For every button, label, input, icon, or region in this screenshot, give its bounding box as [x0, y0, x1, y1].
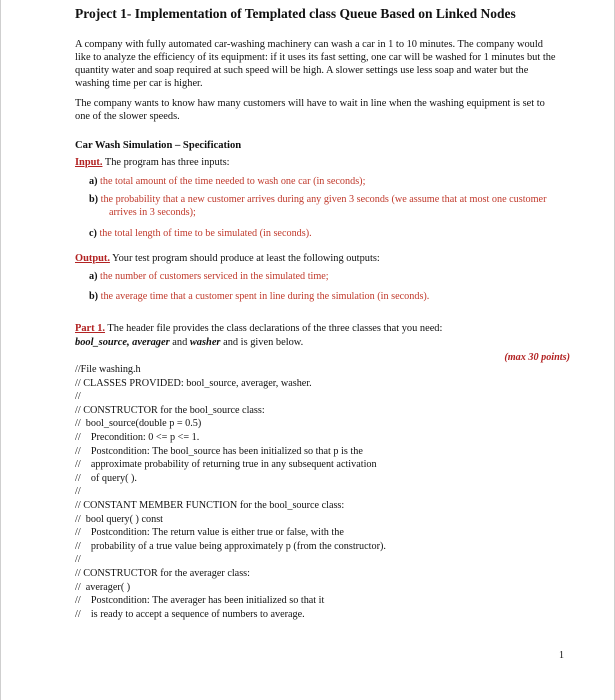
code-line: //File washing.h: [75, 364, 141, 375]
input-item-a-text: the total amount of the time needed to wash one car (in seconds);: [97, 176, 366, 187]
output-item-a: [89, 271, 549, 284]
input-item-b-text: the probability that a new customer arrives during any given 3 seconds (we assume that at most one customer arrives in 3 seconds);: [98, 194, 547, 218]
code-line: //: [75, 486, 81, 498]
code-line: // CLASSES PROVIDED: bool_source, averager, washer.: [75, 377, 312, 389]
input-item-c: [89, 228, 549, 241]
max-points-label: (max 30 points): [504, 352, 570, 363]
output-text: Your test program should produce at least the following outputs:: [109, 253, 380, 264]
input-line: [75, 156, 230, 169]
input-item-b-label: b): [89, 194, 99, 205]
code-line: //: [75, 391, 81, 403]
part1-washer: washer: [189, 337, 221, 348]
input-item-c-label: c): [89, 228, 97, 239]
intro-paragraph-2: The company wants to know haw many customers will have to wait in line when the washing equipment is set to one of the slower speeds.: [75, 98, 545, 122]
part1-text: The header file provides the class declarations of the three classes that you need:: [105, 323, 443, 334]
part1-tail: and is given below.: [220, 337, 304, 348]
code-line: // approximate probability of returning true in any subsequent activation: [75, 459, 377, 471]
input-label: Input.: [75, 157, 103, 168]
code-line: // of query( ).: [75, 472, 137, 484]
input-item-a-label: a): [89, 176, 98, 187]
output-item-b: [89, 291, 549, 304]
output-item-a-label: a): [89, 271, 98, 282]
output-item-a-text: the number of customers serviced in the simulated time;: [97, 271, 329, 282]
input-item-a: [89, 176, 549, 189]
part1-and: and: [169, 337, 190, 348]
part1-classes-line: [75, 336, 303, 349]
code-line: // averager( ): [75, 581, 131, 593]
code-line: // CONSTRUCTOR for the averager class:: [75, 567, 250, 579]
page-number: 1: [559, 650, 564, 661]
output-line: [75, 252, 380, 265]
code-line: // CONSTRUCTOR for the bool_source class:: [75, 404, 265, 416]
code-listing: [75, 363, 555, 621]
code-line: // bool_source(double p = 0.5): [75, 418, 202, 430]
code-line: // Postcondition: The averager has been initialized so that it: [75, 595, 325, 607]
code-line: // Precondition: 0 <= p <= 1.: [75, 431, 200, 443]
output-label: Output.: [75, 253, 110, 264]
code-line: // bool query( ) const: [75, 513, 163, 525]
output-item-b-label: b): [89, 291, 99, 302]
part1-classes: bool_source, averager: [75, 337, 170, 348]
code-line: // CONSTANT MEMBER FUNCTION for the bool_source class:: [75, 499, 345, 511]
part1-line: [75, 322, 442, 335]
code-line: // is ready to accept a sequence of numbers to average.: [75, 608, 305, 620]
code-line: //: [75, 554, 81, 566]
document-title: Project 1- Implementation of Templated class Queue Based on Linked Nodes: [75, 6, 516, 21]
code-line: // probability of a true value being approximately p (from the constructor).: [75, 540, 386, 552]
input-item-b: [89, 194, 569, 219]
code-line: // Postcondition: The bool_source has been initialized so that p is the: [75, 445, 363, 457]
spec-heading: Car Wash Simulation – Specification: [75, 140, 242, 151]
part1-label: Part 1.: [75, 323, 106, 334]
input-item-c-text: the total length of time to be simulated (in seconds).: [96, 228, 312, 239]
input-text: The program has three inputs:: [102, 157, 230, 168]
code-line: // Postcondition: The return value is either true or false, with the: [75, 527, 344, 539]
intro-paragraph-1: A company with fully automated car-washing machinery can wash a car in 1 to 10 minutes. The company would like to analyze the efficiency of its equipment: if it uses its fast setting, one car will be washed for 1 minutes but the quantity water and soap required at such speed will be high. A slower settings use less soap and water but the washing time per car is higher.: [75, 39, 556, 89]
output-item-b-text: the average time that a customer spent in line during the simulation (in seconds).: [98, 291, 430, 302]
